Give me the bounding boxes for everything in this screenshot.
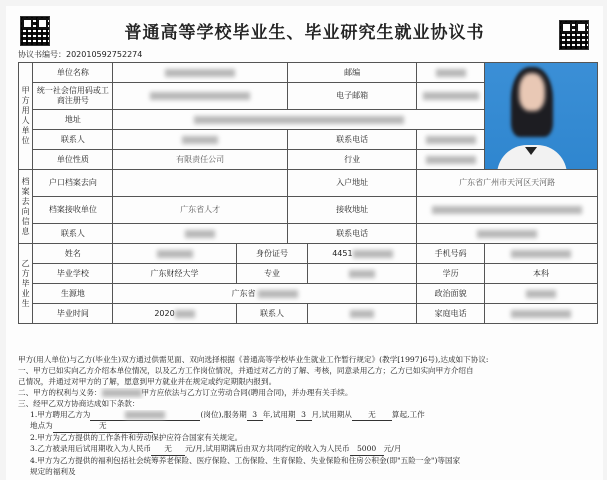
body-line-term3: 3.乙方被录用后试用期收入为人民币 无 元/月,试用期满后由双方共同约定的收入为人民币 5000 元/月 xyxy=(18,444,598,456)
label-unit-name: 单位名称 xyxy=(33,63,113,83)
label-industry: 行业 xyxy=(287,150,416,170)
value-school: 广东财经大学 xyxy=(113,264,236,284)
value-archive-contact xyxy=(113,224,288,244)
agreement-document xyxy=(6,6,603,480)
label-contact: 联系人 xyxy=(33,130,113,150)
value-origin: 广东省 xyxy=(113,284,417,304)
label-unit-type: 单位性质 xyxy=(33,150,113,170)
label-political: 政治面貌 xyxy=(417,284,485,304)
body-line-term2: 2.甲方为乙方提供的工作条件和劳动保护应符合国家有关规定。 xyxy=(30,433,243,443)
label-phone: 联系电话 xyxy=(287,130,416,150)
label-mail-addr: 接收地址 xyxy=(287,197,416,224)
body-line-clause1b: 己情况，并通过对甲方的了解，愿意到甲方就业并在规定或约定期限内报到。 xyxy=(18,376,277,386)
label-home-phone: 家庭电话 xyxy=(417,304,485,324)
value-postcode xyxy=(417,63,485,83)
label-hukou-addr: 入户地址 xyxy=(287,170,416,197)
label-email: 电子邮箱 xyxy=(287,83,416,110)
value-hukou-addr: 广东省广州市天河区天河路 xyxy=(417,170,598,197)
value-degree: 本科 xyxy=(485,264,598,284)
value-unit-name xyxy=(113,63,288,83)
value-name xyxy=(113,244,236,264)
value-address xyxy=(113,110,485,130)
label-name: 姓名 xyxy=(33,244,113,264)
value-archive-phone xyxy=(417,224,598,244)
id-photo xyxy=(485,63,598,170)
value-email xyxy=(417,83,485,110)
label-degree: 学历 xyxy=(417,264,485,284)
value-political xyxy=(485,284,598,304)
value-hukou xyxy=(113,170,288,197)
side-label-archive: 档案去向信息 xyxy=(19,170,33,244)
value-mail-addr xyxy=(417,197,598,224)
label-credit-code: 统一社会信用码或工商注册号 xyxy=(33,83,113,110)
label-hukou: 户口档案去向 xyxy=(33,170,113,197)
value-credit-code xyxy=(113,83,288,110)
label-mobile: 手机号码 xyxy=(417,244,485,264)
body-line-term4b: 规定的福利及 xyxy=(30,467,76,477)
body-line-clause2: 二、甲方的权利与义务： 甲方应依法与乙方订立劳动合同(聘用合同)，并办理有关手续。 xyxy=(18,387,353,397)
value-mobile xyxy=(485,244,598,264)
label-archive-unit: 档案接收单位 xyxy=(33,197,113,224)
value-phone xyxy=(417,130,485,150)
serial-number: 协议书编号：202010592752274 xyxy=(18,50,143,59)
value-id-no: 4451 xyxy=(308,244,417,264)
body-line-clause3: 三、经甲乙双方协商达成如下条款： xyxy=(18,398,140,408)
body-line-clause1a: 一、甲方已如实向乙方介绍本单位情况，以及乙方工作岗位情况，并通过对乙方的了解、考核，同意录用乙方；乙方已如实向甲方介绍自 xyxy=(18,365,474,375)
label-archive-phone: 联系电话 xyxy=(287,224,416,244)
label-school: 毕业学校 xyxy=(33,264,113,284)
side-label-party-a: 甲方用人单位 xyxy=(19,63,33,170)
label-postcode: 邮编 xyxy=(287,63,416,83)
value-contact xyxy=(113,130,288,150)
label-id-no: 身份证号 xyxy=(236,244,308,264)
value-major xyxy=(308,264,417,284)
side-label-party-b: 乙方毕业生 xyxy=(19,244,33,324)
value-archive-unit: 广东省人才 xyxy=(113,197,288,224)
agreement-body-text xyxy=(18,355,598,478)
value-unit-type: 有限责任公司 xyxy=(113,150,288,170)
label-archive-contact: 联系人 xyxy=(33,224,113,244)
value-industry xyxy=(417,150,485,170)
value-home-phone xyxy=(485,304,598,324)
body-line-term1b: 地点为 无 xyxy=(18,421,598,433)
label-grad-time: 毕业时间 xyxy=(33,304,113,324)
body-line-term1: 1.甲方聘用乙方为 (岗位),服务期 3 年,试用期 3 月,试用期从 无 算起,工作 xyxy=(18,410,598,422)
value-grad-time: 2020 xyxy=(113,304,236,324)
agreement-form-table xyxy=(18,62,598,324)
body-line-term4: 4.甲方为乙方提供的福利包括社会统筹养老保险、医疗保险、工伤保险、生育保险、失业保险和住房公积金(即"五险一金")等国家 xyxy=(30,456,461,466)
label-major: 专业 xyxy=(236,264,308,284)
label-address: 地址 xyxy=(33,110,113,130)
body-line-intro: 甲方(用人单位)与乙方(毕业生)双方通过供需见面、双向选择根据《普通高等学校毕业生就业工作暂行规定》(教学[1997]6号),达成如下协议: xyxy=(18,355,489,364)
label-origin: 生源地 xyxy=(33,284,113,304)
value-family-contact xyxy=(308,304,417,324)
document-title: 普通高等学校毕业生、毕业研究生就业协议书 xyxy=(124,23,485,43)
label-family-contact: 联系人 xyxy=(236,304,308,324)
